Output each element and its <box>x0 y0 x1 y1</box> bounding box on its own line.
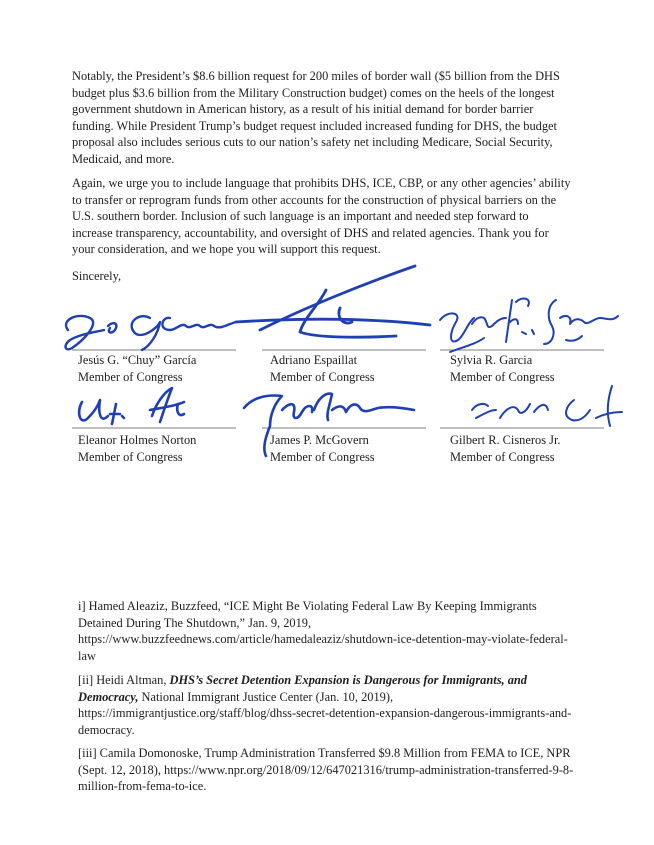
signatory-name-espaillat: Adriano Espaillat <box>270 353 358 367</box>
signature-garcia-jesus <box>66 316 236 350</box>
footnote-3: [iii] Camila Domonoske, Trump Administration Transferred $9.8 Million from FEMA to ICE, NPR (Sept. 12, 2018), https://www.npr.org/2018/09/12/647021316/trump-administration-transferred-9-8-million-from-fema-to-ice. <box>78 746 574 793</box>
footnote-2-author: [ii] Heidi Altman, <box>78 673 170 687</box>
signatory-title-mcgovern: Member of Congress <box>270 450 375 464</box>
signature-norton <box>79 388 184 424</box>
footnote-1: i] Hamed Aleaziz, Buzzfeed, “ICE Might Be Violating Federal Law By Keeping Immigrants Detained During The Shutdown,” Jan. 9, 2019, https://www.buzzfeednews.com/article/hamedaleaziz/shutdown-ice-detention-may-violate-federal-law <box>78 599 568 663</box>
footnote-2-source: National Immigrant Justice Center (Jan. 10, 2019), https://immigrantjustice.org/staff/blog/dhss-secret-detention-expansion-dangerous-immigrants-and-democracy. <box>78 689 572 737</box>
signature-cisneros <box>472 386 622 426</box>
footnote-2-title: DHS’s Secret Detention Expansion is Dangerous for Immigrants, and Democracy, <box>78 673 527 704</box>
signatory-name-norton: Eleanor Holmes Norton <box>78 433 197 447</box>
signatory-title-garcia-sylvia: Member of Congress <box>450 370 555 384</box>
signature-espaillat <box>236 266 430 337</box>
signatory-title-garcia-jesus: Member of Congress <box>78 370 183 384</box>
closing-salutation: Sincerely, <box>72 269 122 283</box>
signatory-name-garcia-jesus: Jesús G. “Chuy” García <box>78 353 197 367</box>
signatory-title-cisneros: Member of Congress <box>450 450 555 464</box>
paragraph-request: Again, we urge you to include language that prohibits DHS, ICE, CBP, or any other agencies’ ability to transfer or reprogram funds from other accounts for the construction of physical barriers on the U.S. southern border. Inclusion of such language is an important and needed step forward to increase transparency, accountability, and oversight of DHS and related agencies. Thank you for your consideration, and we hope you will support this request. <box>72 176 571 256</box>
signatory-name-mcgovern: James P. McGovern <box>270 433 369 447</box>
signatory-name-cisneros: Gilbert R. Cisneros Jr. <box>450 433 561 447</box>
footnote-2 <box>78 672 578 738</box>
signatory-title-norton: Member of Congress <box>78 450 183 464</box>
paragraph-border-wall: Notably, the President’s $8.6 billion request for 200 miles of border wall ($5 billion from the DHS budget plus $3.6 billion from the Military Construction budget) comes on the heels of the longest government shutdown in American history, as a result of his initial demand for border barrier funding. While President Trump’s budget request included increased funding for DHS, the budget proposal also includes serious cuts to our nation’s safety net including Medicare, Social Security, Medicaid, and more. <box>72 69 560 166</box>
signatory-title-espaillat: Member of Congress <box>270 370 375 384</box>
signatory-name-garcia-sylvia: Sylvia R. Garcia <box>450 353 533 367</box>
signature-garcia-sylvia <box>440 299 618 352</box>
